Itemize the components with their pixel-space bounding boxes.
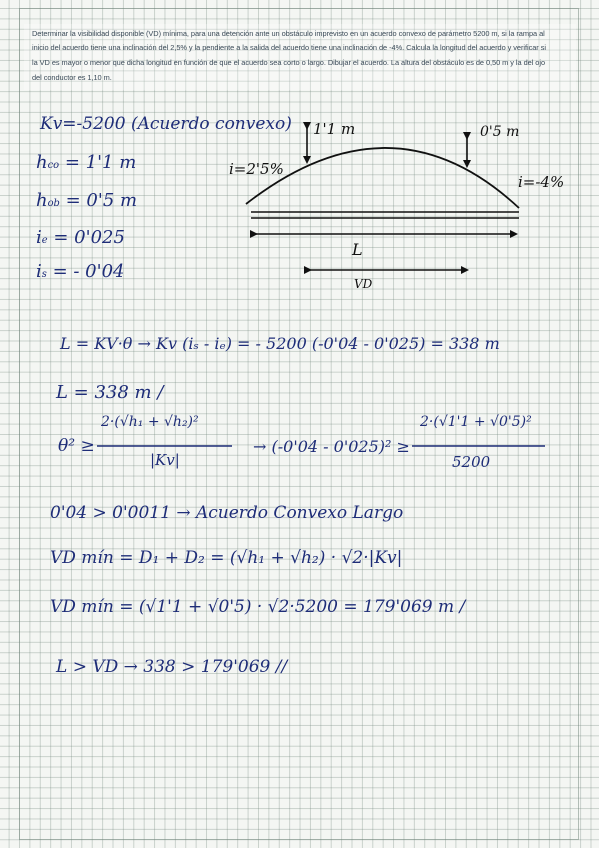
fraction2-numerator: 2·(√1'1 + √0'5)² [420, 414, 532, 430]
obstacle-height-label: 0'5 m [480, 124, 520, 140]
theta-middle: → (-0'04 - 0'025)² ≥ [253, 437, 410, 456]
final-check: L > VD → 338 > 179'069 // [56, 657, 288, 677]
vd-label: VD [354, 277, 373, 291]
ie-symbol: i [36, 227, 42, 248]
ie-value: = 0'025 [53, 227, 125, 248]
hob-subscript: ob [47, 198, 60, 209]
ie-subscript: e [41, 235, 48, 246]
hco-symbol: h [36, 152, 48, 173]
entry-grade-label: i=2'5% [229, 160, 284, 178]
kv-value: Kv=-5200 (Acuerdo convexo) [40, 114, 292, 134]
vd-result: VD mín = (√1'1 + √0'5) · √2·5200 = 179'069 m / [50, 597, 466, 617]
is-value: = - 0'04 [52, 261, 125, 282]
length-label: L [352, 240, 363, 259]
fraction2-denominator: 5200 [452, 453, 491, 471]
statement-line: la VD es mayor o menor que dicha longitud en función de que el acuerdo sea corto o largo. Dibujar el acuerdo. La altura del obstáculo es de 0,50 m y la del ojo [32, 58, 546, 67]
theta-lhs: θ² ≥ [58, 436, 95, 456]
fraction1-numerator: 2·(√h₁ + √h₂)² [101, 414, 199, 430]
hob-value: = 0'5 m [65, 190, 138, 211]
statement-line: Determinar la visibilidad disponible (VD) mínima, para una detención ante un obstáculo imprevisto en un acuerdo convexo de parámetro 5200 m, si la rampa al [32, 29, 545, 38]
eye-height-label: 1'1 m [313, 120, 356, 138]
exit-grade-label: i=-4% [518, 173, 565, 191]
is-symbol: i [36, 261, 42, 282]
comparison-line: 0'04 > 0'0011 → Acuerdo Convexo Largo [50, 503, 404, 523]
hco-subscript: co [47, 160, 60, 171]
statement-line: del conductor es 1,10 m. [32, 73, 112, 82]
hco-value: = 1'1 m [64, 152, 137, 173]
length-formula: L = KV·θ → Kv (iₛ - iₑ) = - 5200 (-0'04 - 0'025) = 338 m [60, 334, 500, 353]
length-result: L = 338 m / [56, 382, 164, 403]
fraction1-denominator: |Kv| [150, 451, 180, 469]
is-subscript: s [41, 269, 47, 280]
statement-line: inicio del acuerdo tiene una inclinación del 2,5% y la pendiente a la salida del acuerdo tiene una inclinación de -4%. Calcula la longitud del acuerdo y verificar si [32, 43, 546, 52]
vd-formula: VD mín = D₁ + D₂ = (√h₁ + √h₂) · √2·|Kv| [50, 548, 403, 568]
hob-symbol: h [36, 190, 48, 211]
